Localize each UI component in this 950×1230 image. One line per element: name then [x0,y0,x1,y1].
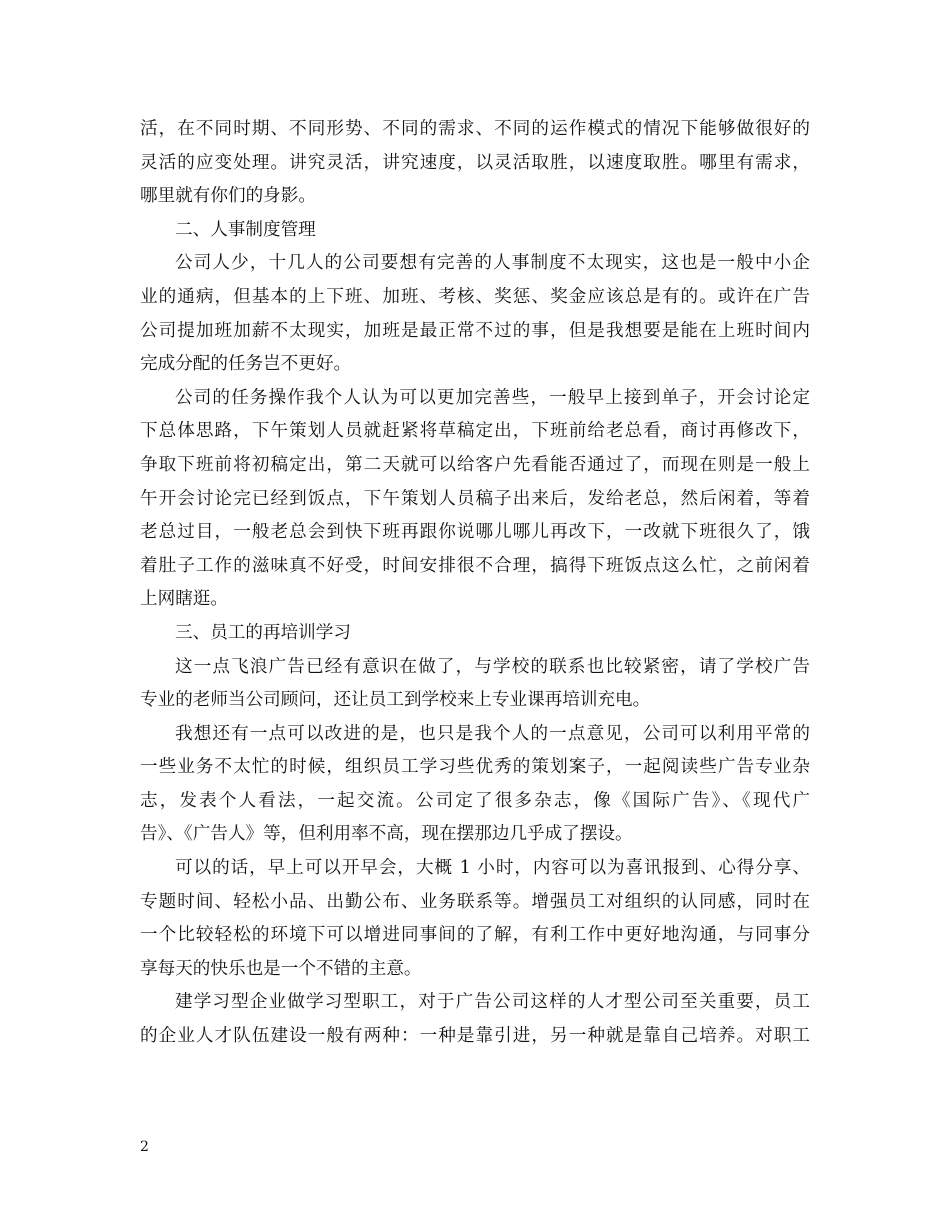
text-line: 活，在不同时期、不同形势、不同的需求、不同的运作模式的情况下能够做很好的 [140,119,810,139]
text-line: 志，发表个人看法，一起交流。公司定了很多杂志，像《国际广告》、《现代广 [140,790,810,811]
text-line: 上网瞎逛。 [140,589,228,610]
paragraph-first-line: 建学习型企业做学习型职工，对于广告公司这样的人才型公司至关重要，员工 [175,992,810,1013]
text-line: 午开会讨论完已经到饭点，下午策划人员稿子出来后，发给老总，然后闲着，等着 [140,488,810,509]
text-line: 一些业务不太忙的时候，组织员工学习些优秀的策划案子，一起阅读些广告专业杂 [140,757,810,778]
text-line: 专题时间、轻松小品、出勤公布、业务联系等。增强员工对组织的认同感，同时在 [140,891,810,912]
text-line: 享每天的快乐也是一个不错的主意。 [140,958,422,979]
text-line: 专业的老师当公司顾问，还让员工到学校来上专业课再培训充电。 [140,690,651,711]
document-body [140,113,810,1054]
text-line: 的企业人才队伍建设一般有两种：一种是靠引进，另一种就是靠自己培养。对职工 [140,1026,810,1047]
text-line: 老总过目，一般老总会到快下班再跟你说哪儿哪儿再改下，一改就下班很久了，饿 [140,522,810,543]
text-line: 完成分配的任务岂不更好。 [140,354,352,375]
text-line: 下总体思路，下午策划人员就赶紧将草稿定出，下班前给老总看，商讨再修改下， [140,421,810,442]
paragraph-first-line: 这一点飞浪广告已经有意识在做了，与学校的联系也比较紧密，请了学校广告 [175,656,810,677]
paragraph-first-line: 可以的话，早上可以开早会，大概 1 小时，内容可以为喜讯报到、心得分享、 [175,858,810,879]
page-number: 2 [140,1139,149,1155]
text-line: 一个比较轻松的环境下可以增进同事间的了解，有利工作中更好地沟通，与同事分 [140,925,810,946]
paragraph-first-line: 公司人少，十几人的公司要想有完善的人事制度不太现实，这也是一般中小企 [175,253,810,274]
text-line: 公司提加班加薪不太现实，加班是最正常不过的事，但是我想要是能在上班时间内 [140,320,810,341]
text-line: 告》、《广告人》等，但利用率不高，现在摆那边几乎成了摆设。 [140,824,633,845]
section-heading: 二、人事制度管理 [175,219,316,240]
paragraph-first-line: 公司的任务操作我个人认为可以更加完善些，一般早上接到单子，开会讨论定 [175,387,810,408]
text-line: 灵活的应变处理。讲究灵活，讲究速度，以灵活取胜，以速度取胜。哪里有需求， [140,152,810,173]
text-line: 哪里就有你们的身影。 [140,186,316,207]
section-heading: 三、员工的再培训学习 [175,622,351,643]
paragraph-first-line: 我想还有一点可以改进的是，也只是我个人的一点意见，公司可以利用平常的 [175,723,810,744]
text-line: 着肚子工作的滋味真不好受，时间安排很不合理，搞得下班饭点这么忙，之前闲着 [140,555,810,576]
text-line: 争取下班前将初稿定出，第二天就可以给客户先看能否通过了，而现在则是一般上 [140,454,810,475]
text-line: 业的通病，但基本的上下班、加班、考核、奖惩、奖金应该总是有的。或许在广告 [140,286,810,307]
